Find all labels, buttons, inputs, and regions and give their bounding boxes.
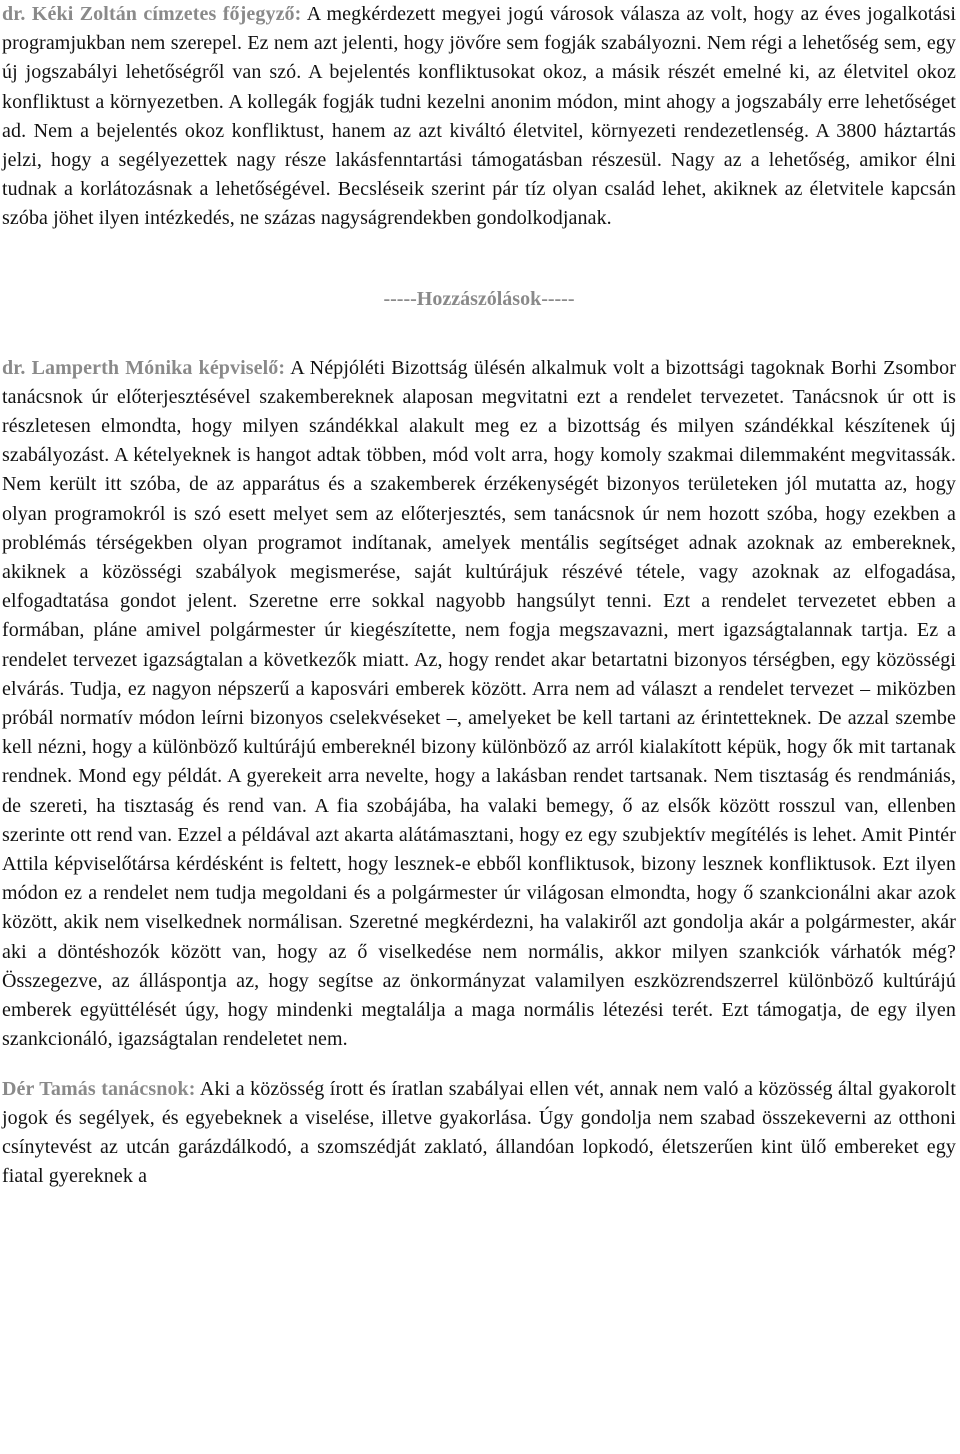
section-divider: -----Hozzászólások----- [383,287,575,310]
paragraph-keki [2,0,956,234]
speaker-name: Dér Tamás tanácsnok: [2,1077,196,1100]
paragraph-text: Aki a közösség írott és íratlan szabályai ellen vét, annak nem való a közösség által gyakorolt jogok és segélyek, és egyebeknek a viselése, illetve gyakorlása. Úgy gondolja nem szabad összekeverni az otthoni csínytevést az utcán garázdálkodó, a szomszédját zaklató, állandóan lopkodó, életszerűen kint ülő embereket egy fiatal gyereknek a [2,1077,956,1188]
paragraph-text: A Népjóléti Bizottság ülésén alkalmuk volt a bizottsági tagoknak Borhi Zsombor tanácsnok úr előterjesztésével szakembereknek alaposan megvitatni ezt a rendelet tervezetet. Tanácsnok úr ott is részletesen elmondta, hogy milyen szándékkal alakult meg ez a bizottság és milyen szándékkal készítenek új szabályozást. A kételyeknek is hangot adtak többen, mód volt arra, hogy komoly szakmai dilemmaként megvitassák. Nem került itt szóba, de az apparátus és a szakemberek érzékenységét bizonyos területeken jól mutatta az, hogy olyan programokról is szó esett melyet sem az előterjesztés, sem tanácsnok úr nem hozott szóba, hogy ezekben a problémás térségekben olyan programot indítanak, amelyek mentális segítséget adnak azoknak az embereknek, akiknek a közösségi szabályok megismerése, saját kultúrájuk részévé tétele, vagy azoknak az elfogadása, elfogadtatása gondot jelent. Szeretne erre sokkal nagyobb hangsúlyt tenni. Ezt a rendelet tervezetet ebben a formában, pláne amivel polgármester úr kiegészítette, nem fogja megszavazni, mert igazságtalannak tartja. Ez a rendelet tervezet igazságtalan a következők miatt. Az, hogy rendet akar betartatni bizonyos térségben, egy közösségi elvárás. Tudja, ez nagyon népszerű a kaposvári emberek között. Arra nem ad választ a rendelet tervezet – miközben próbál normatív módon leírni bizonyos cselekvéseket –, amelyeket be kell tartani az érintetteknek. De azzal szembe kell nézni, hogy a különböző kultúrájú embereknél bizony különböző az arról kialakított képük, hogy ők mit tartanak rendnek. Mond egy példát. A gyerekeit arra nevelte, hogy a lakásban rendet tartsanak. Nem tisztaság és rendmániás, de szereti, ha tisztaság és rend van. A fia szobájába, ha valaki bemegy, ő az elsők között rosszul van, ellenben szerinte ott rend van. Ezzel a példával azt akarta alátámasztani, hogy ez egy szubjektív megítélés is lehet. Amit Pintér Attila képviselőtársa kérdésként is feltett, hogy lesznek-e ebből konfliktusok, bizony lesznek konfliktusok. Ezt ilyen módon ez a rendelet nem tudja megoldani és a polgármester úr világosan elmondta, hogy ő szankcionálni akar azok között, akik nem viselkednek normálisan. Szeretné megkérdezni, ha valakiről azt gondolja akár a polgármester, akár aki a döntéshozók között van, hogy az ő viselkedése nem normális, akkor milyen szankciók várhatók még? Összegezve, az álláspontja az, hogy segítse az önkormányzat valamilyen eszközrendszerrel különböző kultúrájú emberek együttélését úgy, hogy mindenki megtalálja a maga normális létezési terét. Ezt támogatja, de egy ilyen szankcionáló, igazságtalan rendeletet nem. [2,356,957,1051]
speaker-name: dr. Kéki Zoltán címzetes főjegyző: [2,3,302,25]
paragraph-lamperth [2,354,956,1055]
paragraph-text: A megkérdezett megyei jogú városok válasza az volt, hogy az éves jogalkotási programjukban nem szerepel. Ez nem azt jelenti, hogy jövőre sem fogják szabályozni. Nem régi a lehetőség sem, egy új jogszabályi lehetőségről van szó. A bejelentés konfliktusokat okoz, a másik részét emelné ki, az életvitel okoz konfliktust a környezetben. A kollegák fogják tudni kezelni anonim módon, mint ahogy a jogszabály erre lehetőséget ad. Nem a bejelentés okoz konfliktust, hanem az azt kiváltó életvitel, környezeti rendezetlenség. A 3800 háztartás jelzi, hogy a segélyezettek nagy része lakásfenntartási támogatásban részesül. Nagy az a lehetőség, amikor élni tudnak a korlátozásnak a lehetőségével. Becsléseik szerint pár tíz olyan család lehet, akiknek az életvitele kapcsán szóba jöhet ilyen intézkedés, ne százas nagyságrendekben gondolkodjanak. [2,3,956,230]
paragraph-der [2,1075,956,1192]
speaker-name: dr. Lamperth Mónika képviselő: [2,356,286,379]
